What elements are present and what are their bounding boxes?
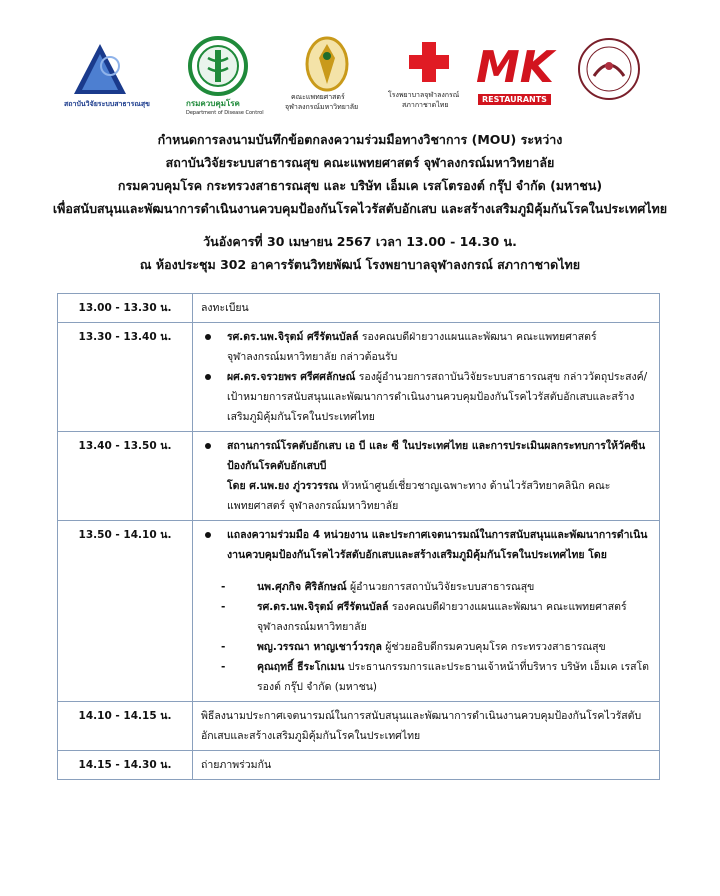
dash-icon: - <box>221 601 226 613</box>
signatory-role: ผู้ช่วยอธิบดีกรมควบคุมโรค กระทรวงสาธารณสุข <box>381 641 606 653</box>
mk-caption: RESTAURANTS <box>478 94 551 105</box>
medchula-caption: คณะแพทยศาสตร์ <box>291 93 345 101</box>
chulahospital-caption: โรงพยาบาลจุฬาลงกรณ์ <box>388 91 460 99</box>
by-label: โดย <box>227 480 250 492</box>
agenda-time: 13.00 - 13.30 น. <box>58 294 193 323</box>
medchula-logo <box>285 36 369 116</box>
speaker-role: หัวหน้าศูนย์เชี่ยวชาญเฉพาะทาง ด้านไวรัสวิทยาคลินิก คณะแพทยศาสตร์ จุฬาลงกรณ์มหาวิทยาลัย <box>227 480 611 512</box>
bullet-dot-icon <box>205 374 211 380</box>
agenda-item: ลงทะเบียน <box>193 294 660 323</box>
signatory-item <box>221 637 651 657</box>
svg-text:MK: MK <box>476 42 554 93</box>
table-row <box>58 702 660 751</box>
table-row <box>58 521 660 702</box>
heading-line-1: กำหนดการลงนามบันทึกข้อตกลงความร่วมมือทางวิชาการ (MOU) ระหว่าง <box>157 132 563 147</box>
agenda-table <box>57 293 660 780</box>
signatory-item <box>221 597 651 637</box>
signatory-item <box>221 577 651 597</box>
bullet-item <box>201 367 651 427</box>
bullet-item <box>201 327 651 367</box>
signatory-role: รองคณบดีฝ่ายวางแผนและพัฒนา คณะแพทยศาสตร์ จุฬาลงกรณ์มหาวิทยาลัย <box>257 601 627 633</box>
bullet-dot-icon <box>205 443 211 449</box>
dash-icon: - <box>221 641 226 653</box>
center-logo <box>576 36 646 116</box>
document-heading <box>40 128 680 276</box>
signatory-role: ผู้อำนวยการสถาบันวิจัยระบบสาธารณสุข <box>346 581 535 593</box>
speaker-role: รองผู้อำนวยการสถาบันวิจัยระบบสาธารณสุข กล่าววัตถุประสงค์/เป้าหมายการสนับสนุนและพัฒนาการดำเนินงานควบคุมป้องกันโรคไวรัสตับอักเสบและสร้างเสริมภูมิคุ้มกันโรคในประเทศไทย <box>227 371 648 423</box>
agenda-item <box>193 323 660 432</box>
ddc-logo <box>186 36 264 116</box>
heading-line-4: เพื่อสนับสนุนและพัฒนาการดำเนินงานควบคุมป้องกันโรคไวรัสตับอักเสบ และสร้างเสริมภูมิคุ้มกันโรคในประเทศไทย <box>52 201 668 216</box>
signatory-name: คุณฤทธิ์ ธีระโกเมน <box>257 661 345 673</box>
agenda-item <box>193 521 660 702</box>
signatory-name: พญ.วรรณา หาญเชาว์วรกุล <box>257 641 382 653</box>
event-date: วันอังคารที่ 30 เมษายน 2567 เวลา 13.00 - 14.30 น. <box>203 234 517 249</box>
table-row <box>58 751 660 780</box>
agenda-time: 13.30 - 13.40 น. <box>58 323 193 432</box>
agenda-item: ถ่ายภาพร่วมกัน <box>193 751 660 780</box>
speaker-name: ศ.นพ.ยง ภู่วรวรรณ <box>249 480 339 492</box>
dash-icon: - <box>221 581 226 593</box>
dash-icon: - <box>221 661 226 673</box>
agenda-time: 14.10 - 14.15 น. <box>58 702 193 751</box>
signatory-name: รศ.ดร.นพ.จิรุตม์ ศรีรัตนบัลล์ <box>257 601 389 613</box>
agenda-item <box>193 432 660 521</box>
event-venue: ณ ห้องประชุม 302 อาคารรัตนวิทยพัฒน์ โรงพยาบาลจุฬาลงกรณ์ สภากาชาดไทย <box>139 257 581 272</box>
session-title: แถลงความร่วมมือ 4 หน่วยงาน และประกาศเจตนารมณ์ในการสนับสนุนและพัฒนาการดำเนินงานควบคุมป้องกันโรคไวรัสตับอักเสบและสร้างเสริมภูมิคุ้มกันโรคในประเทศไทย โดย <box>227 529 648 561</box>
agenda-item: พิธีลงนามประกาศเจตนารมณ์ในการสนับสนุนและพัฒนาการดำเนินงานควบคุมป้องกันโรคไวรัสตับอักเสบและสร้างเสริมภูมิคุ้มกันโรคในประเทศไทย <box>193 702 660 751</box>
signatory-name: นพ.ศุภกิจ ศิริลักษณ์ <box>257 581 347 593</box>
agenda-time: 14.15 - 14.30 น. <box>58 751 193 780</box>
speaker-role: รองคณบดีฝ่ายวางแผนและพัฒนา คณะแพทยศาสตร์ จุฬาลงกรณ์มหาวิทยาลัย กล่าวต้อนรับ <box>227 331 597 363</box>
ddc-caption: กรมควบคุมโรค <box>186 99 240 108</box>
speaker-name: ผศ.ดร.จรวยพร ศรีศศลักษณ์ <box>227 371 356 383</box>
chulahospital-caption2: สภากาชาดไทย <box>402 101 449 109</box>
agenda-time: 13.40 - 13.50 น. <box>58 432 193 521</box>
chulahospital-logo <box>388 36 480 116</box>
ddc-caption-en: Department of Disease Control <box>186 110 264 116</box>
hsri-caption: สถาบันวิจัยระบบสาธารณสุข <box>64 100 150 108</box>
signatory-item <box>221 657 651 697</box>
bullet-item <box>201 525 651 565</box>
agenda-time: 13.50 - 14.10 น. <box>58 521 193 702</box>
logo-strip <box>64 36 670 116</box>
signatory-role: ประธานกรรมการและประธานเจ้าหน้าที่บริหาร บริษัท เอ็มเค เรสโตรองต์ กรุ๊ป จำกัด (มหาชน) <box>257 661 649 693</box>
table-row <box>58 323 660 432</box>
medchula-caption2: จุฬาลงกรณ์มหาวิทยาลัย <box>285 103 359 111</box>
mk-logo <box>470 36 560 116</box>
heading-line-3: กรมควบคุมโรค กระทรวงสาธารณสุข และ บริษัท เอ็มเค เรสโตรองต์ กรุ๊ป จำกัด (มหาชน) <box>117 178 603 193</box>
table-row <box>58 432 660 521</box>
table-row <box>58 294 660 323</box>
bullet-item <box>201 436 651 516</box>
bullet-dot-icon <box>205 532 211 538</box>
heading-line-2: สถาบันวิจัยระบบสาธารณสุข คณะแพทยศาสตร์ จุฬาลงกรณ์มหาวิทยาลัย <box>165 155 555 170</box>
speaker-name: รศ.ดร.นพ.จิรุตม์ ศรีรัตนบัลล์ <box>227 331 359 343</box>
session-title: สถานการณ์โรคตับอักเสบ เอ บี และ ซี ในประเทศไทย และการประเมินผลกระทบการให้วัคซีนป้องกันโรคตับอักเสบบี <box>227 440 646 472</box>
bullet-dot-icon <box>205 334 211 340</box>
hsri-logo <box>64 36 162 116</box>
